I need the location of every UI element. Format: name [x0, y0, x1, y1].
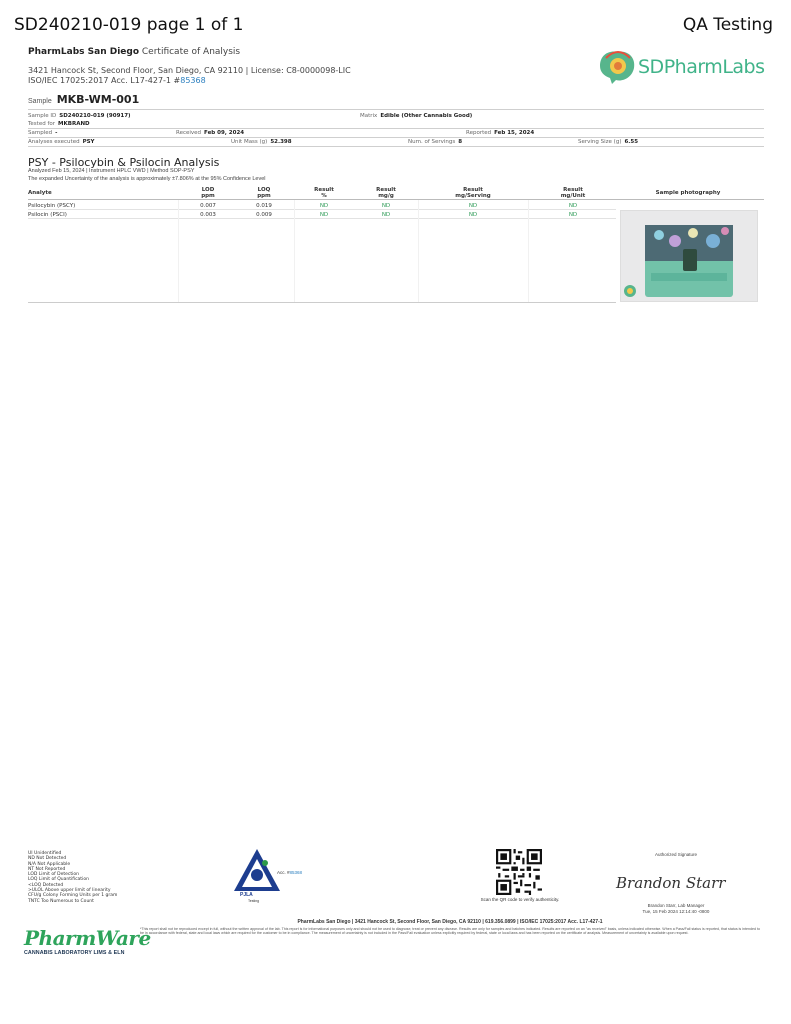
legend-item: N/A Not Applicable: [28, 861, 71, 867]
table-bottom-rule: [28, 302, 616, 303]
psy-analyzed: Analyzed Feb 15, 2024 | Instrument HPLC VWD | Method SOP-PSY: [28, 168, 195, 174]
result-pct-cell: ND: [319, 203, 329, 209]
col-loq: [244, 187, 284, 199]
analyses: PSY: [82, 139, 95, 145]
col-result-mgg-unit: mg/g: [378, 193, 394, 199]
unit-mass-label: Unit Mass (g): [231, 139, 268, 145]
lab-iso: [28, 76, 351, 86]
serving-size-label: Serving Size (g): [578, 139, 622, 145]
col-lod-label: LOD: [201, 187, 215, 193]
result-pct-cell: ND: [319, 212, 329, 218]
sampled: -: [55, 130, 58, 136]
lod-cell: 0.007: [200, 203, 216, 209]
legend-item: LOD Limit of Detection: [28, 872, 79, 878]
col-result-pct: [304, 187, 344, 199]
sampled-label: Sampled: [28, 130, 53, 136]
abbreviation-legend: [28, 851, 117, 904]
col-result-mgg: [366, 187, 406, 199]
col-analyte: Analyte: [28, 190, 52, 196]
matrix: Edible (Other Cannabis Good): [380, 113, 473, 119]
col-lod-unit: ppm: [201, 193, 215, 199]
column-divider: [528, 200, 529, 302]
sample-id: SD240210-019 (90917): [59, 113, 131, 119]
serving-size: 6.55: [624, 139, 639, 145]
col-loq-unit: ppm: [257, 193, 271, 199]
analyses-label: Analyses executed: [28, 139, 80, 145]
document-title: SD240210-019 page 1 of 1: [14, 15, 244, 35]
psy-uncertainty: The expanded Uncertainty of the analysis is approximately ±7.806% at the 95% Confidence Level: [28, 176, 266, 182]
signatory-name: Brandon Starr, Lab Manager: [647, 903, 705, 908]
logo-text: SDPharmLabs: [638, 56, 765, 78]
col-result-unit: [550, 187, 596, 199]
iso-text: ISO/IEC 17025:2017 Acc. L17-427-1 #: [28, 76, 181, 85]
psy-section-title: PSY - Psilocybin & Psilocin Analysis: [28, 156, 220, 169]
legend-item: NT Not Reported: [28, 866, 66, 872]
analyte-cell: Psilocybin (PSCY): [28, 203, 76, 209]
column-divider: [178, 200, 179, 302]
product-package-image: [621, 211, 757, 301]
analyte-cell: Psilocin (PSCI): [28, 212, 67, 218]
col-loq-label: LOQ: [257, 187, 271, 193]
tested-for: MKBRAND: [58, 121, 90, 127]
legend-item: >ULOL Above upper limit of linearity: [28, 888, 111, 894]
servings: 8: [458, 139, 463, 145]
col-result-unit-unit: mg/Unit: [560, 193, 586, 199]
reported-label: Reported: [466, 130, 492, 136]
column-divider: [418, 200, 419, 302]
pharmware-name: PharmWare: [24, 926, 151, 950]
col-sample-photo: Sample photography: [655, 190, 721, 196]
result-mgg-cell: ND: [381, 203, 391, 209]
result-serving-cell: ND: [468, 212, 478, 218]
result-serving-cell: ND: [468, 203, 478, 209]
matrix-label: Matrix: [360, 113, 378, 119]
sample-id-label: Sample ID: [28, 113, 57, 119]
loq-cell: 0.009: [256, 212, 272, 218]
lab-name: PharmLabs San Diego: [28, 47, 140, 57]
unit-mass: 52.398: [270, 139, 292, 145]
handwritten-signature: [612, 866, 772, 896]
divider: [28, 146, 764, 147]
sample-name: MKB-WM-001: [56, 93, 140, 106]
signature-script: Brandon Starr: [616, 874, 726, 892]
legend-item: LOQ Limit of Quantification: [28, 877, 89, 883]
lab-info: [28, 46, 351, 86]
sample-photograph: [620, 210, 758, 302]
col-result-pct-label: Result: [314, 187, 334, 193]
signatory: [626, 903, 726, 914]
accreditation-link[interactable]: 85368: [289, 870, 303, 875]
col-result-serving-label: Result: [463, 187, 483, 193]
divider: [28, 128, 764, 129]
divider: [28, 109, 764, 110]
pjla-badge-text: PJLA: [240, 892, 253, 897]
pharmware-logo: [20, 926, 151, 962]
legend-item: TNTC Too Numerous to Count: [28, 898, 94, 904]
legend-item: ND Not Detected: [28, 856, 67, 862]
pjla-triangle-icon: [232, 847, 282, 897]
sample-line: [28, 93, 139, 106]
reported: Feb 15, 2024: [494, 130, 535, 136]
accreditation-number: [277, 870, 302, 875]
col-result-pct-unit: %: [321, 193, 327, 199]
loq-cell: 0.019: [256, 203, 272, 209]
iso-link[interactable]: 85368: [180, 76, 206, 85]
legend-item: UI Unidentified: [28, 851, 62, 856]
result-unit-cell: ND: [568, 203, 578, 209]
col-result-unit-label: Result: [563, 187, 583, 193]
pjla-badge-sub: Testing: [248, 899, 260, 903]
received: Feb 09, 2024: [204, 130, 245, 136]
col-result-serving-unit: mg/Serving: [455, 193, 491, 199]
signature-date: Tue, 15 Feb 2024 12:14:40 -0800: [642, 908, 710, 914]
column-divider: [294, 200, 295, 302]
table-header: [28, 186, 764, 200]
signature-label: Authorized Signature: [654, 852, 698, 857]
sample-label: Sample: [28, 98, 52, 105]
footer-disclaimer: *This report shall not be reproduced except in full, without the written approval of the lab. This report is for informational purposes only and should not be used to diagnose, treat or prevent any disease. Results are only for samples and batches indicated. Results are reported on an "as received" basis, unless indicated otherwise. When a Pass/Fail status is reported, that status is intended to be in accordance with federal, state and local laws which are required for the customer to be in compliance. The measurement of uncertainty is not included in the Pass/Fail evaluation unless explicitly required by federal, state or local laws and has been reported on the certificate of analysis. Measurement of uncertainty is available upon request.: [140, 927, 760, 936]
result-unit-cell: ND: [568, 212, 578, 218]
received-label: Received: [176, 130, 202, 136]
lod-cell: 0.003: [200, 212, 216, 218]
legend-item: <LOQ Detected: [28, 882, 64, 888]
header-right-label: QA Testing: [682, 15, 773, 35]
result-mgg-cell: ND: [381, 212, 391, 218]
legend-item: CFU/g Colony Forming Units per 1 gram: [28, 893, 118, 899]
tested-for-label: Tested for: [28, 121, 56, 127]
logo-emblem-icon: [596, 44, 640, 88]
qr-caption: Scan the QR code to verify authenticity.: [480, 897, 560, 902]
servings-label: Num. of Servings: [408, 139, 456, 145]
pharmware-tagline: CANNABIS LABORATORY LIMS & ELN: [24, 950, 125, 956]
accreditation-prefix: Acc. #: [277, 870, 290, 875]
document-type: Certificate of Analysis: [141, 47, 241, 57]
col-result-serving: [448, 187, 498, 199]
sdpharmlabs-logo: [596, 44, 766, 88]
col-lod: [188, 187, 228, 199]
divider: [28, 137, 764, 138]
lab-address: 3421 Hancock St, Second Floor, San Diego, CA 92110 | License: C8-0000098-LIC: [28, 66, 351, 75]
col-result-mgg-label: Result: [376, 187, 396, 193]
footer-address: PharmLabs San Diego | 3421 Hancock St, Second Floor, San Diego, CA 92110 | 619.356.0899 | ISO/IEC 17025:2017 Acc. L17-427-1: [297, 919, 603, 925]
verification-qr-code[interactable]: [496, 849, 542, 895]
